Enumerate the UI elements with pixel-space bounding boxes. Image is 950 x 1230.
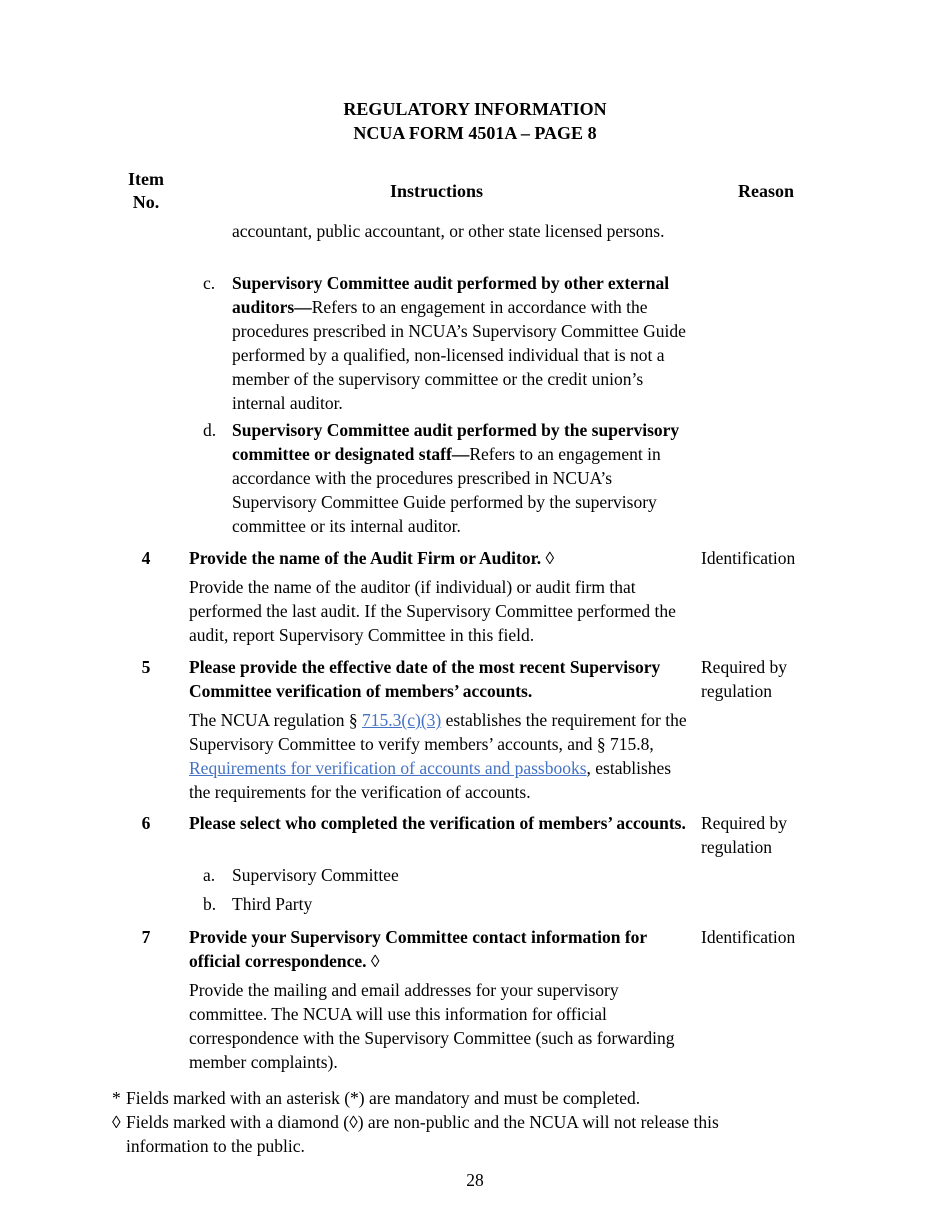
option-text: Third Party <box>232 894 313 914</box>
page-number: 28 <box>466 1170 484 1190</box>
footnote-text: Fields marked with an asterisk (*) are mandatory and must be completed. <box>126 1088 641 1108</box>
sub-item-title: Supervisory Committee audit performed by other external auditors— <box>232 273 670 317</box>
sub-item-text: Refers to an engagement in accordance with the procedures prescribed in NCUA’s Supervisory Committee Guide performed by a qualified, non-licensed individual that is not a member of the supervisory committee or the credit union’s internal auditor. <box>232 297 686 413</box>
item-7-instructions <box>189 925 689 1074</box>
item-no-header: Item No. <box>128 169 164 212</box>
continuation-text: accountant, public accountant, or other state licensed persons. <box>232 221 665 241</box>
option-text: Supervisory Committee <box>232 865 399 885</box>
item-number-4: 4 <box>141 548 151 568</box>
item-5-description: The NCUA regulation § 715.3(c)(3) establishes the requirement for the Supervisory Committee to verify members’ accounts, and § 715.8, Requirements for verification of accounts and passbooks, establishes the requirements for the verification of accounts. <box>189 710 687 802</box>
title-line-1: REGULATORY INFORMATION <box>343 99 607 119</box>
diamond-marker: ◊ <box>112 1112 121 1132</box>
sub-item-text: Refers to an engagement in accordance with the procedures prescribed in NCUA’s Supervisory Committee Guide performed by the supervisory committee or its internal auditor. <box>232 444 661 536</box>
verification-requirements-link[interactable]: Requirements for verification of accounts and passbooks <box>189 758 587 778</box>
item-6-reason: Required by regulation <box>701 813 788 857</box>
footnote-asterisk <box>112 1086 802 1110</box>
footnotes <box>112 1086 802 1158</box>
footnote-diamond <box>112 1110 802 1158</box>
item-5-instructions <box>189 655 689 804</box>
item-number-7: 7 <box>141 927 151 947</box>
sub-item-title: Supervisory Committee audit performed by the supervisory committee or designated staff— <box>232 420 680 464</box>
item-5-reason: Required by regulation <box>701 657 788 701</box>
reason-header: Reason <box>737 181 794 201</box>
item-7-reason: Identification <box>701 927 796 947</box>
sub-item-label: c. <box>203 273 216 293</box>
sub-item-label: d. <box>203 420 217 440</box>
item-6-question: Please select who completed the verification of members’ accounts. <box>189 813 686 833</box>
option-label: b. <box>203 894 217 914</box>
item-number-5: 5 <box>141 657 151 677</box>
item-4-reason: Identification <box>701 548 796 568</box>
instructions-header: Instructions <box>389 181 483 201</box>
item-7-description: Provide the mailing and email addresses for your supervisory committee. The NCUA will use this information for official correspondence with the Supervisory Committee (such as forwarding member complaints). <box>189 980 675 1072</box>
asterisk-marker: * <box>112 1088 121 1108</box>
title-line-2: NCUA FORM 4501A – PAGE 8 <box>353 123 597 143</box>
option-label: a. <box>203 865 216 885</box>
item-6-instructions <box>189 811 689 835</box>
page-title <box>0 97 950 145</box>
footnote-text: Fields marked with a diamond (◊) are non-public and the NCUA will not release this information to the public. <box>126 1112 719 1156</box>
regulation-715-3-link[interactable]: 715.3(c)(3) <box>362 710 442 730</box>
item-4-description: Provide the name of the auditor (if individual) or audit firm that performed the last audit. If the Supervisory Committee performed the audit, report Supervisory Committee in this field. <box>189 577 676 645</box>
item-4-instructions <box>189 546 689 647</box>
item-4-question: Provide the name of the Audit Firm or Auditor. ◊ <box>189 548 555 568</box>
item-7-question: Provide your Supervisory Committee contact information for official correspondence. ◊ <box>189 927 647 971</box>
item-5-question: Please provide the effective date of the most recent Supervisory Committee verification of members’ accounts. <box>189 657 661 701</box>
item-number-6: 6 <box>141 813 151 833</box>
